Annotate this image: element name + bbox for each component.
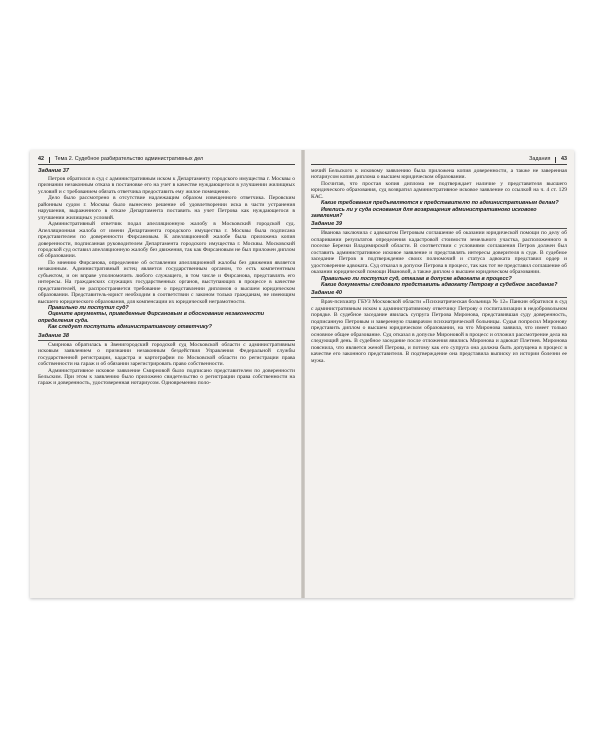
continuation-question-1: Какие требования предъявляются к представителю по административным делам? bbox=[321, 200, 559, 207]
continuation-paragraph-2: Посчитав, что простая копия диплома не подтверждает наличие у представителя высшего юридического образования, суд возвратил административное исковое заявление со ссылкой на ч. 4 ст. 129 КАС. bbox=[311, 180, 567, 200]
task-37-question-1: Правильно ли поступил суд? bbox=[48, 305, 129, 312]
task-37-paragraph-2: Дело было рассмотрено в отсутствие надлежащим образом извещенного ответчика. Перовским районным судом г. Москвы было вынесено решение об удовлетворении иска в части устранения нарушения, выраженного в отказе Департамента поставить на учет Петрова как нуждающегося в улучшении жилищных условий. bbox=[38, 195, 295, 221]
header-divider bbox=[555, 157, 556, 163]
book-spread bbox=[30, 150, 574, 598]
task-39-title: Задание 39 bbox=[311, 221, 567, 229]
task-37-paragraph-1: Петров обратился в суд с административным иском к Департаменту городского имущества г. Москвы о признании незаконным отказа в постановке его на учет в качестве нуждающегося в улучшении жилищных условий и с требованием обязать ответчика предоставить ему жилое помещение. bbox=[38, 176, 295, 195]
task-40-paragraph-1: Врач-психиатр ГБУЗ Московской области «Психиатрическая больница № 12» Панкин обратился в суд с административным иском к административному ответчику Петрову о госпитализации в недобровольном порядке. В судебное заседание явилась супруга Петрова Миронова, представившая суду доверенность, подписанную Петровым и заверенную главврачом психиатрической больницы. Судья попросил Миронову представить диплом о высшем юридическом образовании, на что Миронова заявила, что имеет только основное общее образование. Суд отказал в допуске Мироновой в процесс и отложил рассмотрение дела на следующий день. В судебное заседание после отложения явились Миронова и адвокат Плетнев. Миронова пояснила, что является женой Петрова, и потому как его супруга она должна быть допущена в процесс в качестве его законного представителя. В подтверждение она представила выписку из истории болезни ее мужа. bbox=[311, 299, 567, 364]
left-header-title: Тема 2. Судебное разбирательство административных дел bbox=[54, 156, 204, 162]
task-40-title: Задание 40 bbox=[311, 290, 567, 298]
left-running-header bbox=[38, 156, 295, 165]
task-37-question-2: Оцените аргументы, приведенные Фирсановым в обоснование незаконности определения суда. bbox=[38, 311, 265, 324]
task-39-question-1: Правильно ли поступил суд, отказав в допуске адвоката в процесс? bbox=[321, 275, 512, 282]
book-gutter bbox=[301, 150, 305, 598]
right-page-number: 43 bbox=[561, 156, 567, 162]
task-38-paragraph-2: Административное исковое заявление Смирновой было подписано представителем по доверенности Бельским. При этом к заявлению было приложено свидетельство о регистрации права собственности на гараж и доверенность, удостоверенная нотариусом. Одновременно поло- bbox=[38, 367, 295, 387]
continuation-paragraph-1: мочий Бельского к исковому заявлению была приложена копия доверенности, а также не заверенная нотариусом копия диплома о высшем юридическом образовании. bbox=[311, 168, 567, 181]
left-page-number: 42 bbox=[38, 156, 44, 162]
continuation-question-2: Имелись ли у суда основания для возвращения административного искового заявления? bbox=[311, 206, 537, 220]
task-39-question-2: Какие документы следовало представить адвокату Петрову в судебное заседание? bbox=[321, 282, 558, 289]
task-37-title: Задание 37 bbox=[38, 168, 69, 174]
left-page bbox=[38, 156, 295, 592]
right-page bbox=[311, 156, 567, 592]
right-header-title: Задания bbox=[529, 156, 551, 162]
task-38-paragraph-1: Смирнова обратилась в Звенигородский городской суд Московской области с административным исковым заявлением о признании незаконным бездействия Управления Федеральной службы государственной регистрации, кадастра и картографии по Московской области по регистрации права собственности на гараж и об обязании зарегистрировать право собственности. bbox=[38, 341, 295, 368]
task-37-paragraph-4: По мнению Фирсанова, определение об оставлении апелляционной жалобы без движения является незаконным. Административный истец является государственным органом, то есть компетентным субъектом, и он вправе уполномочить любого служащего, в том числе и Фирсанова, представлять его интересы. На гражданских служащих государственных органов, выступающих в процессе в качестве представителей, не распространяется требование о представлении дипломов о высшем юридическом образовании. Представитель-юрист необходим в соответствии с законом только гражданам, не имеющим высшего юридического образования, для компенсации их юридической неграмотности. bbox=[38, 259, 295, 305]
task-39-paragraph-1: Иванова заключила с адвокатом Петровым соглашение об оказании юридической помощи по делу об оспаривании результатов определения кадастровой стоимости земельного участка, расположенного в поселке Березки Владимирской области. В соответствии с условиями соглашения Петров должен был составить административное исковое заявление и представлять интересы доверителя в суде. В судебное заседание Петров в подтверждение своих полномочий и статуса адвоката представил ордер и удостоверение адвоката. Суд отказал в допуске Петрова в процесс, так как тот не представил соглашение об оказании юридической помощи Ивановой, а также диплом о высшем юридическом образовании. bbox=[311, 230, 567, 276]
task-37-paragraph-3: Административный ответчик подал апелляционную жалобу в Московский городской суд. Апелляционная жалоба от имени Департамента городского имущества г. Москвы была подписана представителем по доверенности Фирсановым. К апелляционной жалобе была приложена копия доверенности, подписанная руководителем Департамента городского имущества г. Москвы. Московский городской суд оставил апелляционную жалобу без движения, так как Фирсановым не был приложен диплом об образовании. bbox=[38, 221, 295, 260]
task-38-title: Задание 38 bbox=[38, 333, 295, 341]
right-running-header bbox=[311, 156, 567, 165]
header-divider bbox=[49, 157, 50, 163]
task-37-question-3: Как следует поступить административному ответчику? bbox=[48, 324, 212, 331]
